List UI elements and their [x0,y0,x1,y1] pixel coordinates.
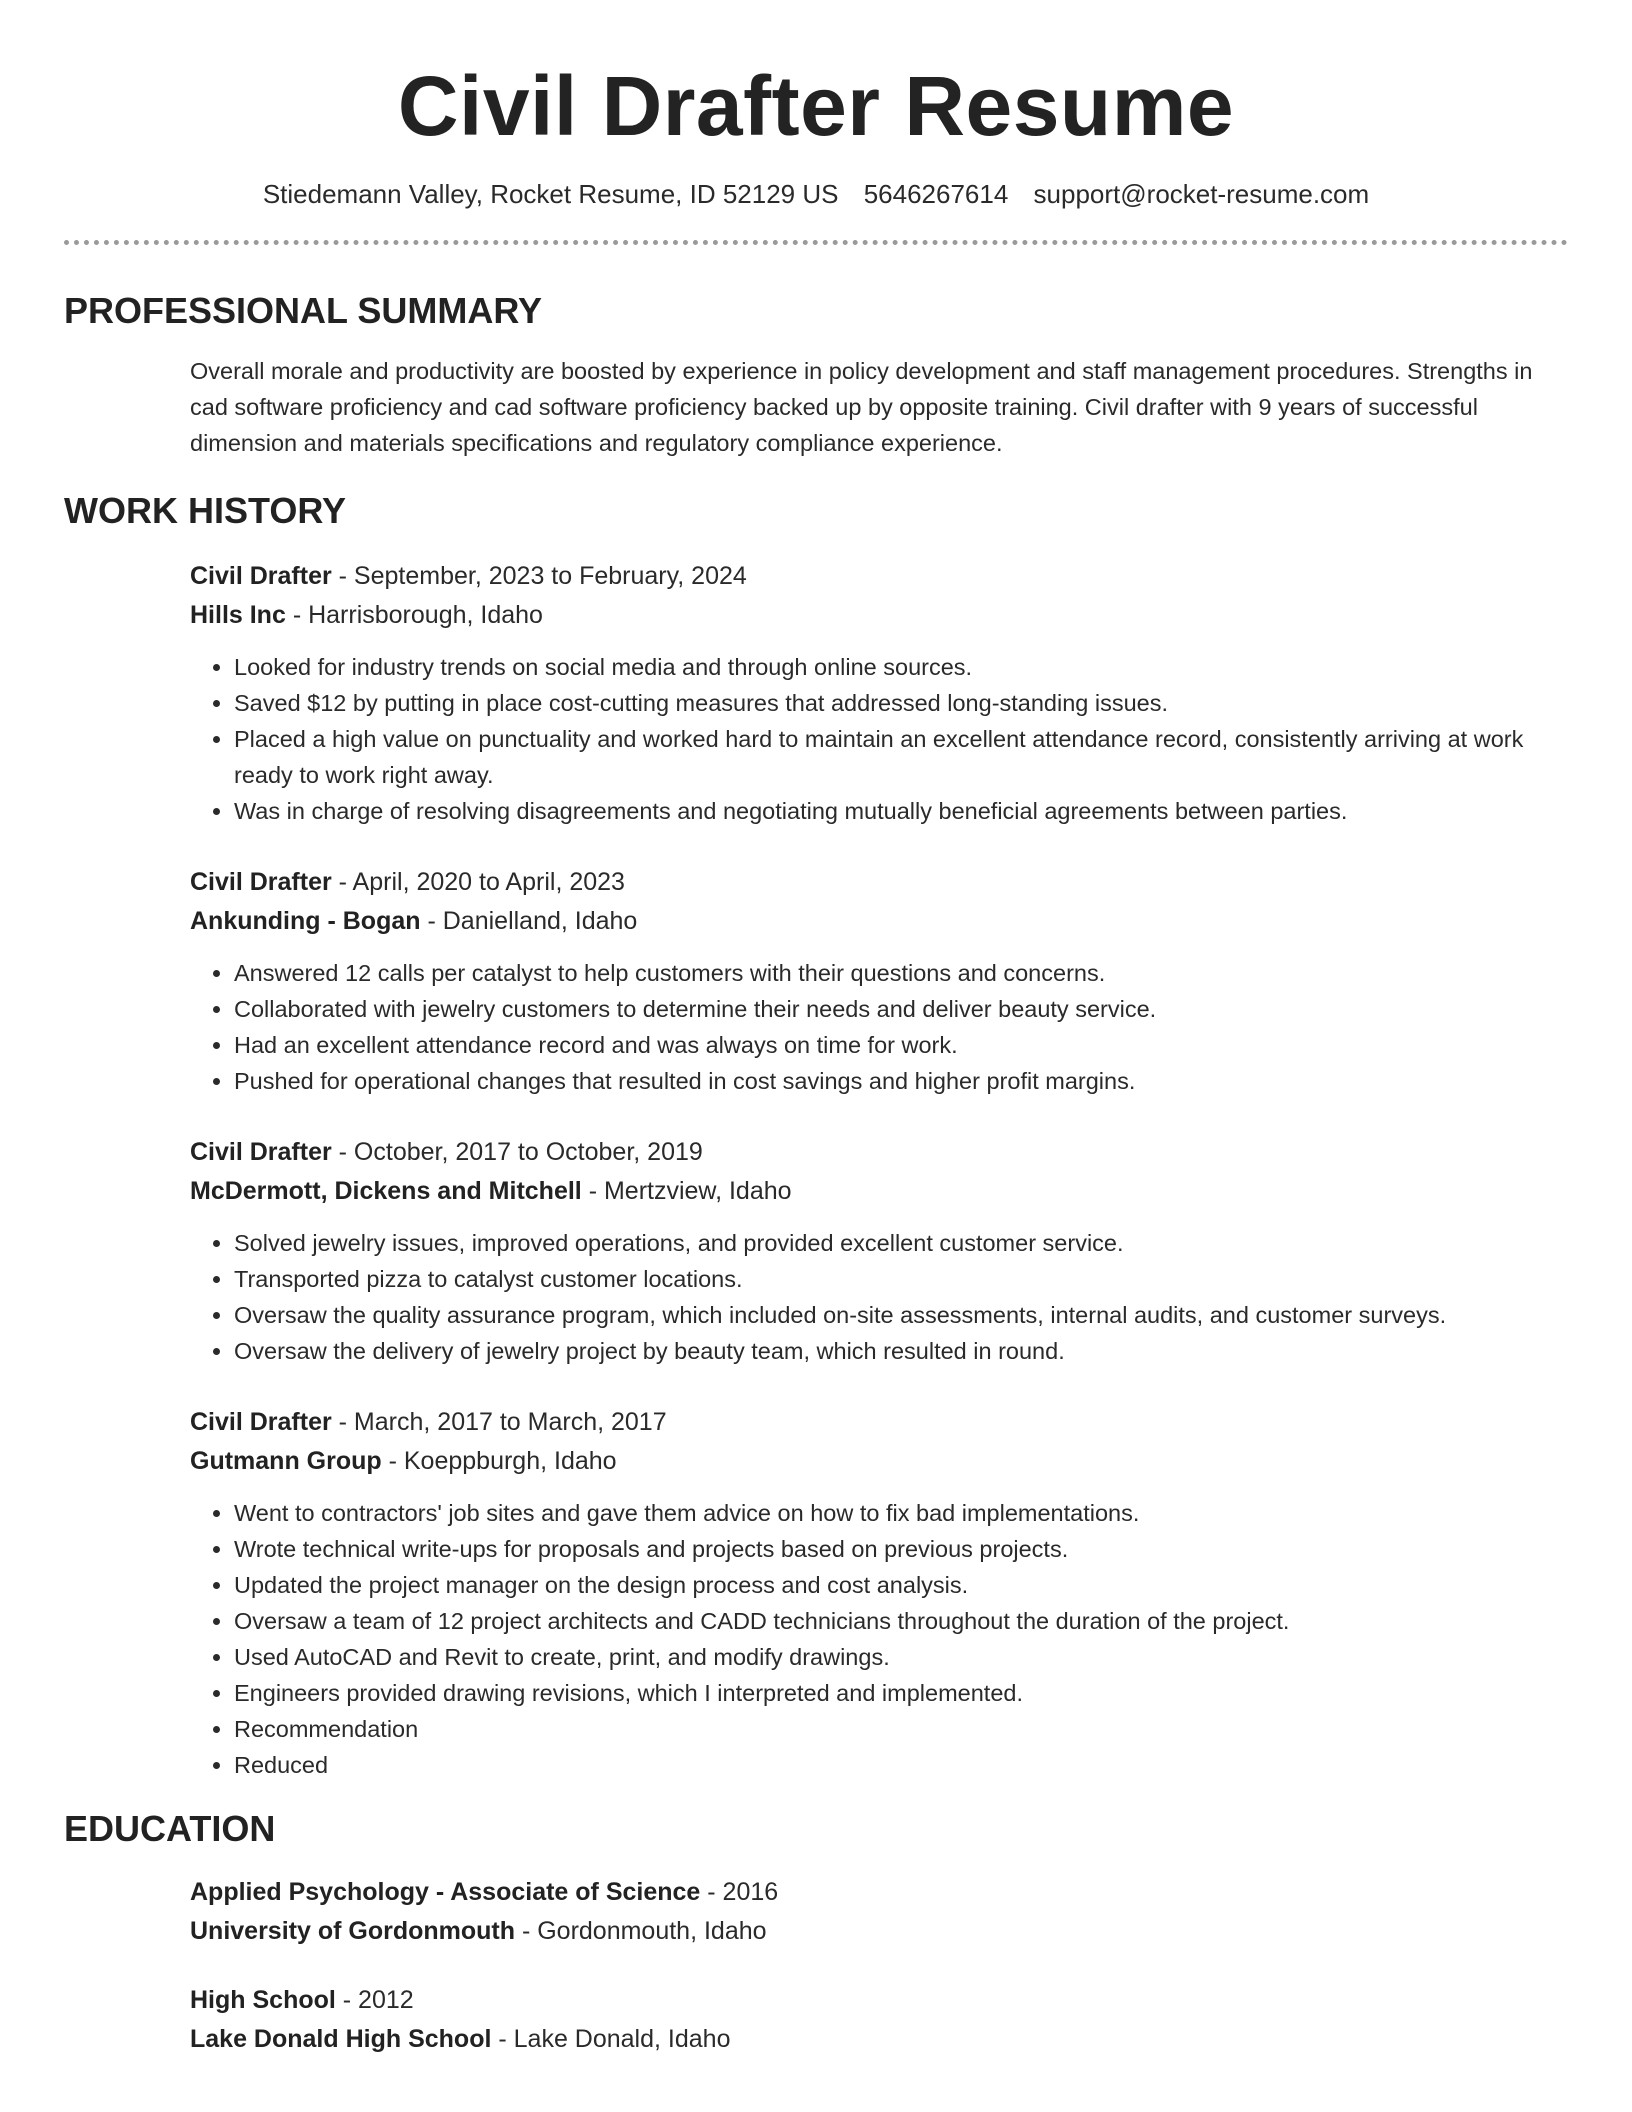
job-company: Hills Inc [190,601,286,629]
education-school-line [190,1912,1568,1951]
work-history-section [64,557,1568,1783]
contact-line [64,178,1568,210]
list-item: • Had an excellent attendance record and was always on time for work. [234,1027,1568,1063]
list-item: • Recommendation [234,1711,1568,1747]
list-item: • Oversaw the delivery of jewelry project by beauty team, which resulted in round. [234,1333,1568,1369]
job-dates: - April, 2020 to April, 2023 [331,868,625,896]
education-entry [190,1981,1568,2059]
list-item: • Used AutoCAD and Revit to create, print, and modify drawings. [234,1639,1568,1675]
job-role-line [190,557,1568,596]
list-item: • Wrote technical write-ups for proposals and projects based on previous projects. [234,1531,1568,1567]
summary-text: Overall morale and productivity are boosted by experience in policy development and staff management procedures. Strengths in cad software proficiency and cad software proficiency backed up by opposite training. Civil drafter with 9 years of successful dimension and materials specifications and regulatory compliance experience. [190,358,1533,456]
job-dates: - October, 2017 to October, 2019 [331,1138,703,1166]
job-entry [190,1133,1568,1369]
job-role: Civil Drafter [190,1408,332,1436]
job-role: Civil Drafter [190,868,332,896]
list-item: • Pushed for operational changes that resulted in cost savings and higher profit margins. [234,1063,1568,1099]
job-company-line [190,902,1568,941]
job-company-line [190,1172,1568,1211]
job-bullets [190,955,1568,1099]
job-location: - Harrisborough, Idaho [285,601,543,629]
job-company: Ankunding - Bogan [190,907,421,935]
education-school: Lake Donald High School [190,2025,492,2053]
section-title-summary: PROFESSIONAL SUMMARY [64,290,543,331]
education-location: - Lake Donald, Idaho [491,2025,731,2053]
list-item: • Transported pizza to catalyst customer locations. [234,1261,1568,1297]
list-item: • Updated the project manager on the design process and cost analysis. [234,1567,1568,1603]
job-role-line [190,1403,1568,1442]
education-degree: High School [190,1986,336,2014]
education-year: - 2012 [335,1986,414,2014]
list-item: • Engineers provided drawing revisions, which I interpreted and implemented. [234,1675,1568,1711]
job-bullets [190,649,1568,829]
job-dates: - March, 2017 to March, 2017 [331,1408,667,1436]
education-section [64,1873,1568,2059]
list-item: • Oversaw a team of 12 project architects and CADD technicians throughout the duration of the project. [234,1603,1568,1639]
job-role: Civil Drafter [190,562,332,590]
job-entry [190,863,1568,1099]
job-role: Civil Drafter [190,1138,332,1166]
job-bullets [190,1495,1568,1783]
job-entry [190,557,1568,829]
contact-email: support@rocket-resume.com [1033,179,1370,209]
summary-section [64,353,1568,461]
list-item: • Placed a high value on punctuality and worked hard to maintain an excellent attendance record, consistently arriving at work ready to work right away. [234,721,1568,793]
list-item: • Saved $12 by putting in place cost-cutting measures that addressed long-standing issues. [234,685,1568,721]
education-entry [190,1873,1568,1951]
list-item: • Went to contractors' job sites and gave them advice on how to fix bad implementations. [234,1495,1568,1531]
job-location: - Koeppburgh, Idaho [381,1447,617,1475]
contact-address: Stiedemann Valley, Rocket Resume, ID 52129 US [262,179,839,209]
list-item: • Collaborated with jewelry customers to determine their needs and deliver beauty service. [234,991,1568,1027]
education-location: - Gordonmouth, Idaho [515,1917,767,1945]
education-degree-line [190,1873,1568,1912]
job-company-line [190,1442,1568,1481]
list-item: • Oversaw the quality assurance program, which included on-site assessments, internal audits, and customer surveys. [234,1297,1568,1333]
contact-phone: 5646267614 [863,179,1009,209]
list-item: • Was in charge of resolving disagreements and negotiating mutually beneficial agreements between parties. [234,793,1568,829]
list-item: • Looked for industry trends on social media and through online sources. [234,649,1568,685]
education-year: - 2016 [700,1878,779,1906]
header-divider [64,240,1568,245]
education-degree: Applied Psychology - Associate of Science [190,1878,701,1906]
list-item: • Solved jewelry issues, improved operations, and provided excellent customer service. [234,1225,1568,1261]
job-location: - Mertzview, Idaho [581,1177,792,1205]
list-item: • Reduced [234,1747,1568,1783]
education-school: University of Gordonmouth [190,1917,515,1945]
job-dates: - September, 2023 to February, 2024 [331,562,747,590]
resume-title: Civil Drafter Resume [397,59,1235,153]
section-title-education: EDUCATION [64,1808,276,1849]
job-entry [190,1403,1568,1783]
job-role-line [190,863,1568,902]
education-degree-line [190,1981,1568,2020]
list-item: • Answered 12 calls per catalyst to help customers with their questions and concerns. [234,955,1568,991]
job-company-line [190,596,1568,635]
job-company: Gutmann Group [190,1447,382,1475]
section-title-work-history: WORK HISTORY [64,490,347,531]
job-location: - Danielland, Idaho [420,907,638,935]
job-role-line [190,1133,1568,1172]
job-company: McDermott, Dickens and Mitchell [190,1177,582,1205]
education-school-line [190,2020,1568,2059]
job-bullets [190,1225,1568,1369]
